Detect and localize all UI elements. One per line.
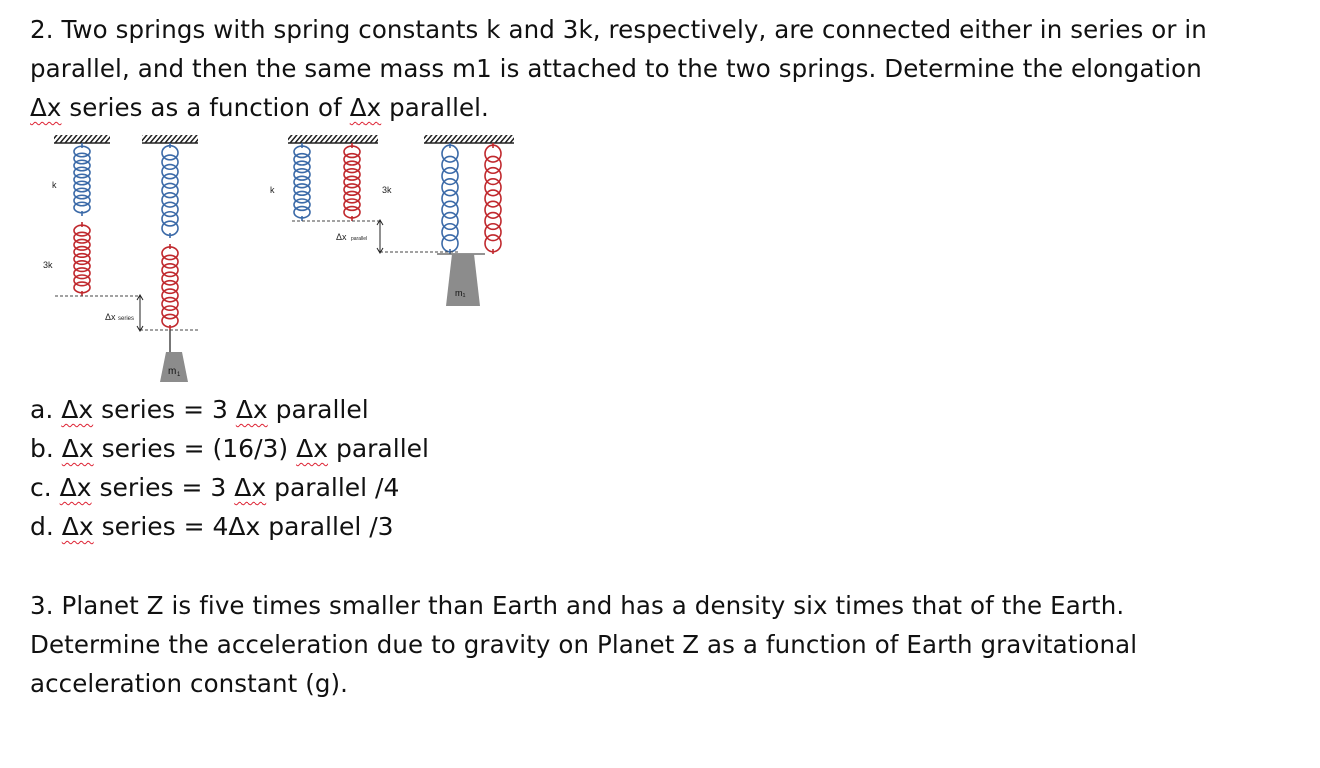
label-dx-parallel: Δx [336, 232, 347, 242]
question-2-line3-end: parallel. [381, 93, 489, 122]
option-d[interactable] [30, 507, 429, 546]
question-2-line1: Two springs with spring constants k and 3k, respectively, are connected either in series or in [61, 15, 1207, 44]
springs-diagram [40, 130, 520, 390]
delta-x-term: Δx [349, 93, 382, 122]
label-k-parallel: k [270, 185, 275, 195]
label-mass-series-sub: 1 [177, 372, 181, 378]
label-k-series: k [52, 180, 57, 190]
ceiling-parallel-2 [424, 135, 514, 143]
delta-x-term: Δx [61, 512, 94, 541]
question-2-line3: series as a function of [61, 93, 350, 122]
delta-x-term: Δx [296, 434, 329, 463]
ceiling-series-2 [142, 135, 198, 143]
delta-x-term: Δx [30, 93, 62, 122]
option-text: series = 3 [93, 395, 236, 424]
option-letter: c. [30, 473, 52, 502]
option-letter: d. [30, 512, 54, 541]
option-letter: a. [30, 395, 54, 424]
option-a[interactable] [30, 390, 429, 429]
question-3-line2: Determine the acceleration due to gravity on Planet Z as a function of Earth gravitational [30, 630, 1138, 659]
option-text-tail: parallel /4 [266, 473, 400, 502]
option-b[interactable] [30, 429, 429, 468]
ceiling-parallel-1 [288, 135, 378, 143]
option-text-tail: parallel [328, 434, 429, 463]
label-mass-series: m [168, 366, 177, 377]
option-c[interactable] [30, 468, 429, 507]
ceiling-series-1 [54, 135, 110, 143]
question-3 [30, 586, 1290, 703]
option-text: series = (16/3) [93, 434, 297, 463]
option-letter: b. [30, 434, 54, 463]
option-text: series = 4Δx parallel /3 [93, 512, 394, 541]
delta-x-term: Δx [59, 473, 92, 502]
question-2-number: 2. [30, 15, 54, 44]
question-3-line3: acceleration constant (g). [30, 669, 349, 698]
label-mass-parallel: m₁ [455, 288, 466, 298]
label-dx-series: Δx [105, 312, 116, 322]
question-2 [30, 10, 1290, 127]
label-3k-parallel: 3k [382, 185, 392, 195]
option-text: series = 3 [91, 473, 235, 502]
label-parallel-sub: parallel [351, 236, 368, 242]
label-series-sub: series [118, 316, 135, 322]
delta-x-term: Δx [234, 473, 267, 502]
question-2-line2: parallel, and then the same mass m1 is attached to the two springs. Determine the elongation [30, 54, 1202, 83]
question-3-number: 3. [30, 591, 54, 620]
option-text-tail: parallel [267, 395, 369, 424]
delta-x-term: Δx [61, 395, 94, 424]
mass-parallel [446, 254, 480, 306]
delta-x-term: Δx [235, 395, 268, 424]
delta-x-term: Δx [61, 434, 94, 463]
answer-options [30, 390, 429, 546]
label-3k-series: 3k [43, 260, 53, 270]
question-3-line1: Planet Z is five times smaller than Earth and has a density six times that of the Earth. [61, 591, 1125, 620]
springs-group [74, 143, 501, 352]
